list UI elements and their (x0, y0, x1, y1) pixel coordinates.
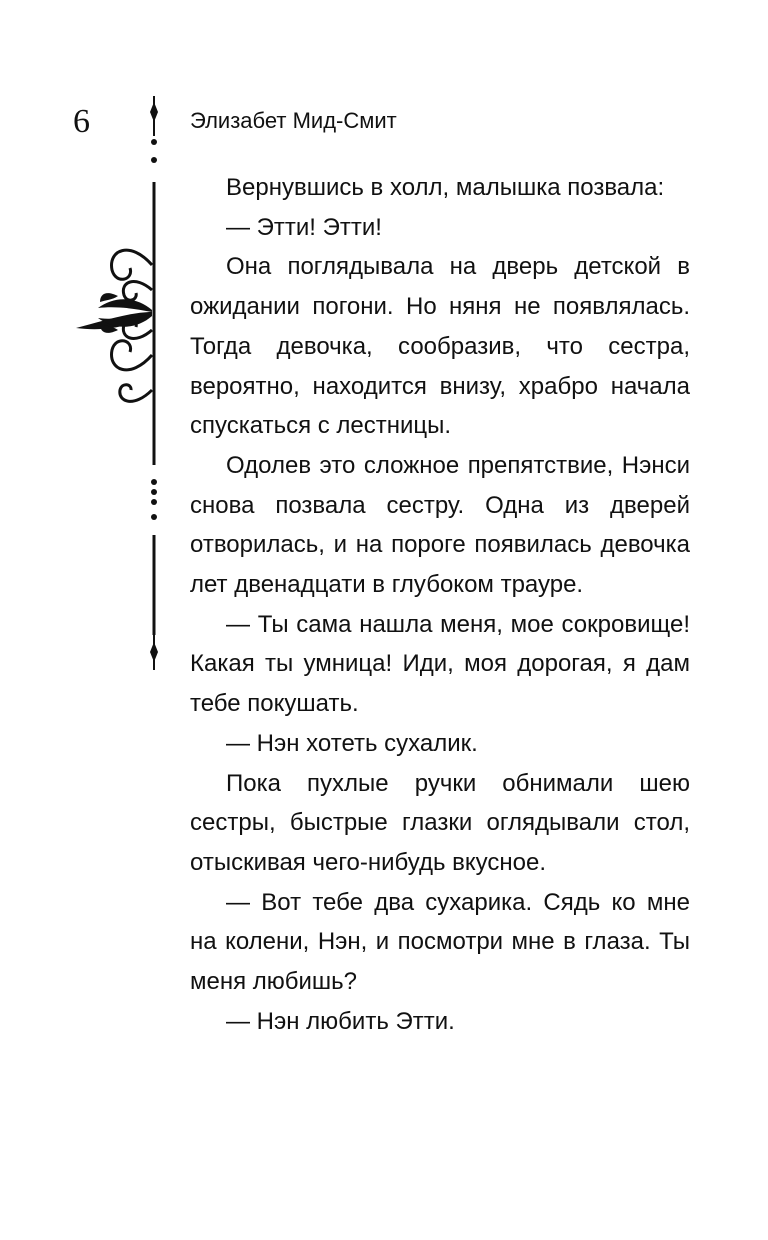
paragraph: — Вот тебе два сухарика. Сядь ко мне на колени, Нэн, и посмотри мне в глаза. Ты меня любишь? (190, 888, 690, 996)
decorative-ornament-icon (60, 90, 180, 690)
paragraph: — Нэн любить Этти. (226, 1007, 455, 1035)
running-head-author: Элизабет Мид-Смит (190, 108, 397, 133)
paragraph: Пока пухлые ручки обнимали шею сестры, быстрые глазки оглядывали стол, отыскивая чего-нибудь вкусное. (190, 769, 690, 876)
paragraph: Вернувшись в холл, малышка позвала: (226, 174, 665, 201)
paragraph: — Ты сама нашла меня, мое сокровище! Какая ты умница! Иди, моя дорогая, я дам тебе покушать. (190, 610, 690, 718)
body-text (190, 168, 690, 1041)
paragraph: Она поглядывала на дверь детской в ожидании погони. Но няня не появлялась. Тогда девочка, сообразив, что сестра, вероятно, находится внизу, храбро начала спускаться с лестницы. (190, 253, 690, 440)
paragraph: Одолев это сложное препятствие, Нэнси снова позвала сестру. Одна из дверей отворилась, и на пороге появилась девочка лет двенадцати в глубоком трауре. (190, 451, 690, 599)
page-number: 6 (73, 103, 90, 140)
paragraph: — Этти! Этти! (226, 213, 382, 241)
paragraph: — Нэн хотеть сухалик. (226, 729, 478, 757)
